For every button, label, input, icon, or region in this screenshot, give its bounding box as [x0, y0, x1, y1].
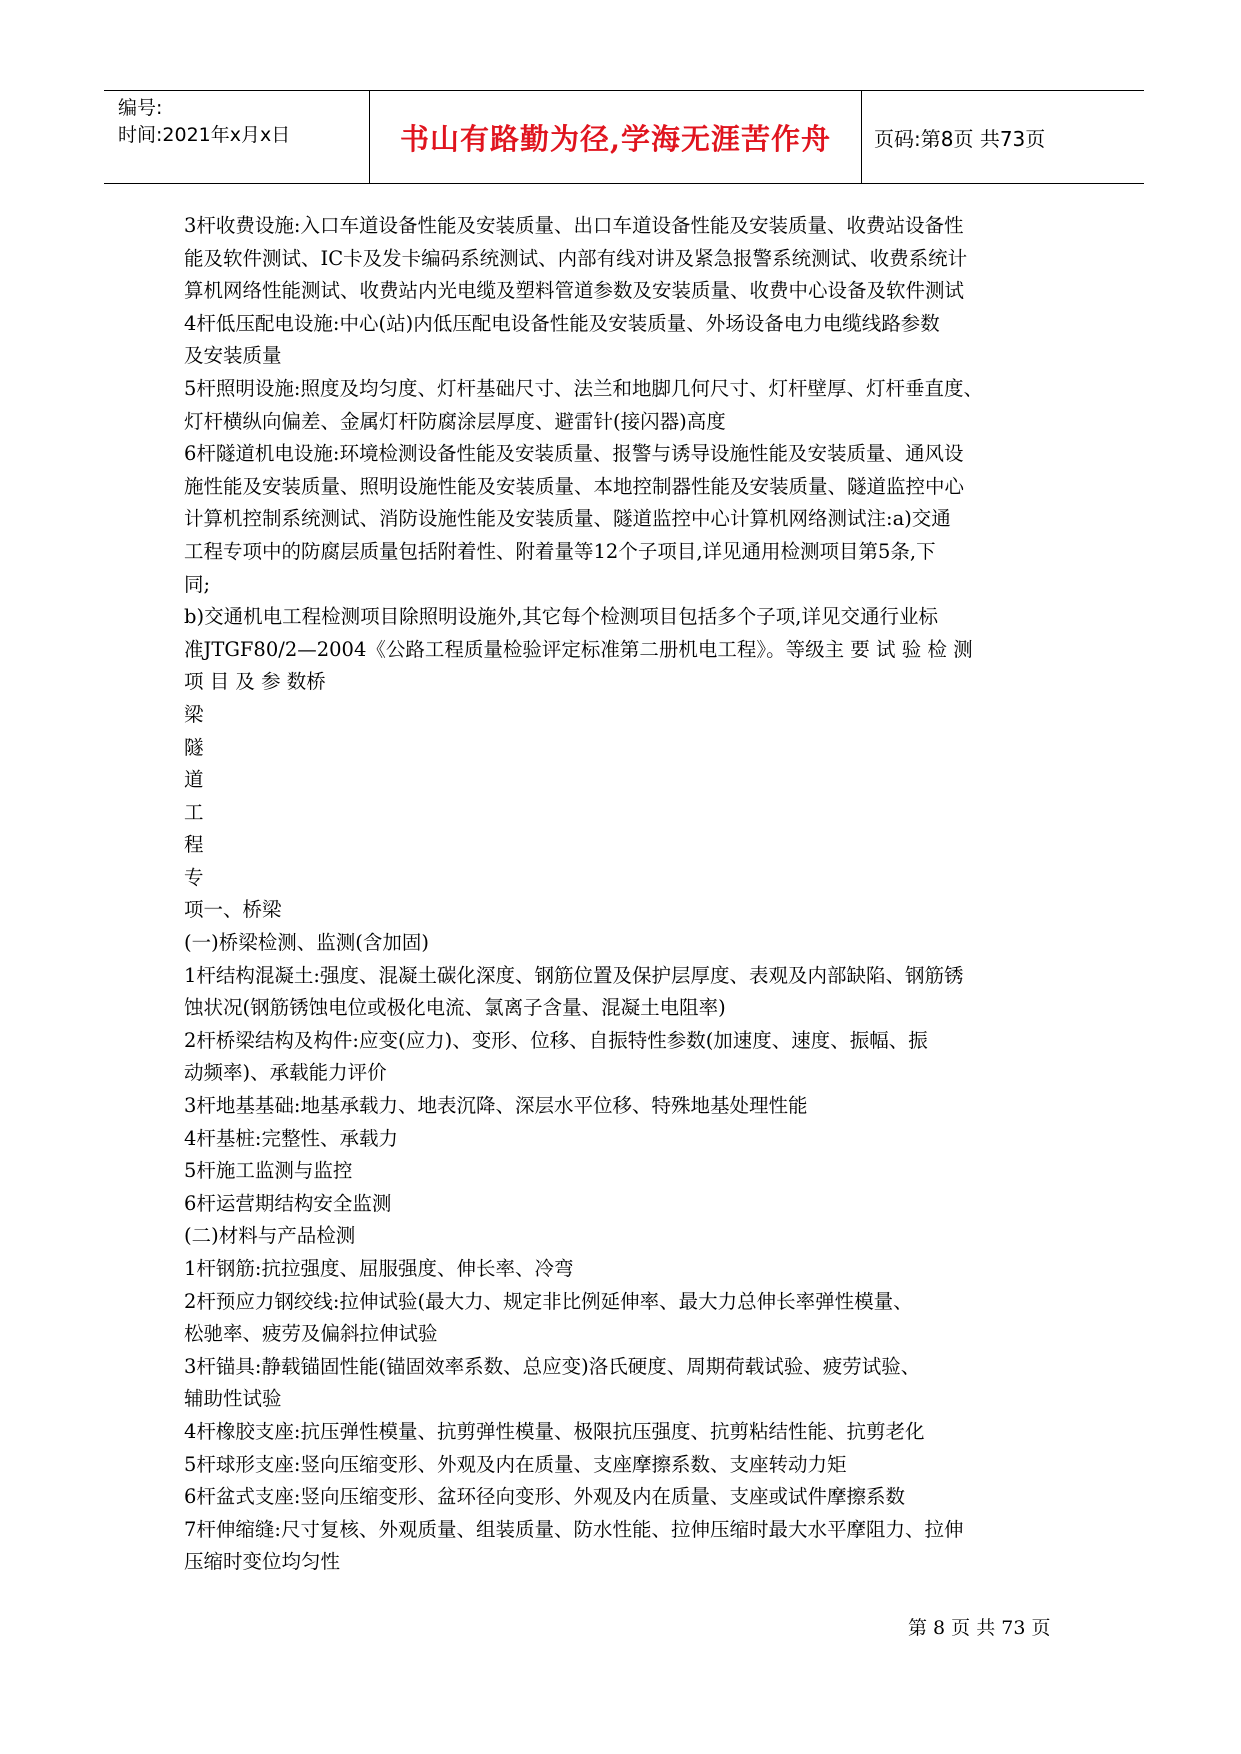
body-line: 松驰率、疲劳及偏斜拉伸试验: [184, 1322, 438, 1346]
body-line: 6杆运营期结构安全监测: [184, 1191, 392, 1215]
body-line: 5杆施工监测与监控: [184, 1159, 353, 1183]
body-line: 隧: [184, 735, 204, 759]
body-line: 蚀状况(钢筋锈蚀电位或极化电流、氯离子含量、混凝土电阻率): [184, 996, 726, 1020]
body-line: 3杆地基基础:地基承载力、地表沉降、深层水平位移、特殊地基处理性能: [184, 1094, 808, 1118]
body-line: 辅助性试验: [184, 1387, 282, 1411]
body-line: (一)桥梁检测、监测(含加固): [184, 931, 429, 955]
body-line: 同;: [184, 572, 211, 596]
body-line: 5杆球形支座:竖向压缩变形、外观及内在质量、支座摩擦系数、支座转动力矩: [184, 1452, 847, 1476]
body-line: 施性能及安装质量、照明设施性能及安装质量、本地控制器性能及安装质量、隧道监控中心: [184, 474, 965, 498]
body-line: 梁: [184, 702, 204, 726]
body-line: 2杆预应力钢绞线:拉伸试验(最大力、规定非比例延伸率、最大力总伸长率弹性模量、: [184, 1289, 913, 1313]
body-line: 1杆钢筋:抗拉强度、屈服强度、伸长率、冷弯: [184, 1257, 574, 1280]
body-line: 6杆隧道机电设施:环境检测设备性能及安装质量、报警与诱导设施性能及安装质量、通风设: [184, 442, 964, 466]
header-meta: [104, 91, 370, 183]
document-body: [184, 210, 1074, 1579]
page-header: [104, 90, 1144, 184]
body-line: 4杆低压配电设施:中心(站)内低压配电设备性能及安装质量、外场设备电力电缆线路参数: [184, 311, 940, 335]
body-line: 及安装质量: [184, 344, 282, 368]
time-label: 时间:2021年x月x日: [118, 124, 291, 146]
body-line: 3杆收费设施:入口车道设备性能及安装质量、出口车道设备性能及安装质量、收费站设备性: [184, 214, 964, 237]
body-line: 2杆桥梁结构及构件:应变(应力)、变形、位移、自振特性参数(加速度、速度、振幅、振: [184, 1028, 928, 1052]
header-page-label: 页码:第8页 共73页: [874, 126, 1046, 151]
body-line: 灯杆横纵向偏差、金属灯杆防腐涂层厚度、避雷针(接闪器)高度: [184, 409, 726, 433]
body-line: 能及软件测试、IC卡及发卡编码系统测试、内部有线对讲及紧急报警系统测试、收费系统计: [184, 246, 968, 270]
body-line: 动频率)、承载能力评价: [184, 1061, 387, 1085]
body-line: 计算机控制系统测试、消防设施性能及安装质量、隧道监控中心计算机网络测试注:a)交通: [184, 507, 951, 531]
body-line: 7杆伸缩缝:尺寸复核、外观质量、组装质量、防水性能、拉伸压缩时最大水平摩阻力、拉伸: [184, 1517, 964, 1541]
body-line: (二)材料与产品检测: [184, 1224, 356, 1248]
body-line: 算机网络性能测试、收费站内光电缆及塑料管道参数及安装质量、收费中心设备及软件测试: [184, 279, 965, 303]
page-footer: 第 8 页 共 73 页: [908, 1617, 1051, 1639]
body-line: 专: [184, 865, 204, 889]
header-motto: 书山有路勤为径,学海无涯苦作舟: [370, 91, 862, 183]
body-line: 项 目 及 参 数桥: [184, 670, 326, 694]
body-line: 1杆结构混凝土:强度、混凝土碳化深度、钢筋位置及保护层厚度、表观及内部缺陷、钢筋锈: [184, 963, 964, 987]
body-line: 3杆锚具:静载锚固性能(锚固效率系数、总应变)洛氏硬度、周期荷载试验、疲劳试验、: [184, 1354, 921, 1378]
number-label: 编号:: [118, 97, 163, 119]
body-line: 工程专项中的防腐层质量包括附着性、附着量等12个子项目,详见通用检测项目第5条,下: [184, 539, 936, 563]
body-line: 工: [184, 800, 204, 824]
body-line: 6杆盆式支座:竖向压缩变形、盆环径向变形、外观及内在质量、支座或试件摩擦系数: [184, 1485, 905, 1509]
body-line: 项一、桥梁: [184, 898, 282, 922]
body-line: 准JTGF80/2—2004《公路工程质量检验评定标准第二册机电工程》。等级主 要 试 验 检 测: [184, 637, 973, 661]
body-line: 压缩时变位均匀性: [184, 1550, 341, 1574]
body-line: 道: [184, 768, 204, 792]
body-line: 5杆照明设施:照度及均匀度、灯杆基础尺寸、法兰和地脚几何尺寸、灯杆壁厚、灯杆垂直度、: [184, 376, 983, 400]
body-line: 程: [184, 833, 204, 857]
body-line: 4杆基桩:完整性、承载力: [184, 1126, 398, 1150]
body-line: 4杆橡胶支座:抗压弹性模量、抗剪弹性模量、极限抗压强度、抗剪粘结性能、抗剪老化: [184, 1419, 925, 1443]
body-line: b)交通机电工程检测项目除照明设施外,其它每个检测项目包括多个子项,详见交通行业标: [184, 605, 938, 629]
